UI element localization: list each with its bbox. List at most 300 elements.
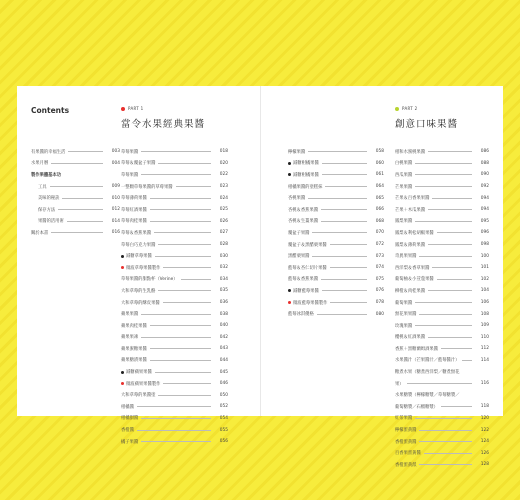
low-sugar-bullet-icon: [288, 289, 291, 292]
toc-leader-line: [415, 163, 472, 164]
toc-leader-line: [50, 186, 103, 187]
toc-page-number: 068: [375, 218, 384, 224]
toc-page-number: 056: [219, 439, 228, 445]
toc-entry-label: 柑橘甜醬: [121, 416, 139, 422]
toc-entry[interactable]: [121, 355, 228, 367]
toc-entry[interactable]: [395, 262, 489, 274]
toc-page-number: 058: [375, 149, 384, 155]
toc-entry[interactable]: [121, 297, 228, 309]
toc-page-number: 100: [480, 253, 489, 259]
toc-entry[interactable]: [31, 158, 120, 170]
toc-entry-label: 減糖蘋果果醬: [126, 370, 152, 376]
toc-entry[interactable]: [121, 366, 228, 378]
toc-leader-line: [428, 151, 472, 152]
toc-entry[interactable]: [31, 192, 120, 204]
toc-entry[interactable]: [121, 146, 228, 158]
toc-entry[interactable]: [288, 192, 384, 204]
toc-entry[interactable]: [121, 413, 228, 425]
toc-page-number: 086: [480, 149, 489, 155]
toc-entry-label: 無花果果醬: [395, 312, 417, 318]
toc-entry[interactable]: [31, 216, 120, 228]
toc-page-number: 073: [375, 253, 384, 259]
toc-page-number: 094: [480, 195, 489, 201]
part1-tag: PART 1: [128, 106, 144, 111]
toc-leader-line: [419, 314, 472, 315]
toc-leader-line: [424, 453, 472, 454]
toc-leader-line: [437, 279, 472, 280]
toc-leader-line: [58, 209, 103, 210]
toc-entry[interactable]: [395, 389, 489, 401]
toc-entry[interactable]: [31, 169, 120, 181]
toc-leader-line: [308, 151, 367, 152]
toc-leader-line: [155, 372, 211, 373]
toc-entry[interactable]: [395, 413, 489, 425]
toc-entry-label: 覆盆子果醬: [288, 230, 310, 236]
toc-entry-label: 杏桃＆香蕉果醬: [288, 207, 319, 213]
toc-entry[interactable]: [31, 227, 120, 239]
toc-entry[interactable]: [121, 320, 228, 332]
toc-entry[interactable]: [395, 424, 489, 436]
toc-entry[interactable]: [288, 239, 384, 251]
toc-entry[interactable]: [121, 378, 228, 390]
toc-entry-label: 柳橙＆肉桂果醬: [395, 288, 426, 294]
toc-entry-label: 果）: [395, 381, 404, 387]
toc-entry-label: 杏桃果醬: [288, 196, 306, 202]
toc-page-number: 014: [111, 218, 120, 224]
toc-entry[interactable]: [395, 401, 489, 413]
toc-entry[interactable]: [395, 181, 489, 193]
toc-entry[interactable]: [121, 169, 228, 181]
toc-page-number: 096: [480, 230, 489, 236]
toc-entry-label: 果醬的活用術: [38, 219, 64, 225]
toc-entry[interactable]: [31, 181, 120, 193]
toc-leader-line: [176, 186, 211, 187]
toc-entry[interactable]: [121, 192, 228, 204]
toc-entry-label: 有果醬的幸福生活: [31, 149, 66, 155]
toc-entry[interactable]: [395, 366, 489, 378]
part2-toc-column: [395, 146, 489, 471]
toc-leader-line: [415, 325, 472, 326]
toc-leader-line: [428, 209, 472, 210]
toc-entry[interactable]: [121, 332, 228, 344]
toc-leader-line: [407, 383, 472, 384]
toc-page-number: 054: [219, 415, 228, 421]
toc-leader-line: [67, 221, 103, 222]
toc-leader-line: [432, 267, 472, 268]
part2-title: 創意口味果醬: [395, 119, 459, 130]
toc-leader-line: [155, 256, 211, 257]
toc-leader-line: [415, 418, 472, 419]
toc-entry[interactable]: [395, 320, 489, 332]
toc-leader-line: [415, 174, 472, 175]
toc-leader-line: [68, 151, 103, 152]
toc-entry-label: 蘋果果凍: [121, 335, 139, 341]
toc-entry-label: 草莓白巧克力果醬: [121, 242, 156, 248]
toc-entry[interactable]: [121, 436, 228, 448]
toc-leader-line: [321, 279, 367, 280]
toc-entry[interactable]: [288, 297, 384, 309]
toc-page-number: 044: [219, 357, 228, 363]
toc-leader-line: [428, 244, 472, 245]
toc-entry[interactable]: [395, 378, 489, 390]
toc-page-number: 074: [375, 265, 384, 271]
toc-leader-line: [150, 325, 211, 326]
toc-leader-line: [163, 383, 211, 384]
toc-page-number: 018: [219, 149, 228, 155]
toc-leader-line: [141, 151, 211, 152]
toc-entry-label: 葡萄果醬: [395, 300, 413, 306]
toc-leader-line: [62, 198, 103, 199]
toc-entry[interactable]: [395, 250, 489, 262]
toc-leader-line: [432, 198, 472, 199]
toc-entry[interactable]: [395, 227, 489, 239]
toc-entry-label: 水果月曆: [31, 161, 49, 167]
toc-entry[interactable]: [395, 343, 489, 355]
toc-page-number: 104: [480, 288, 489, 294]
toc-entry-label: 鳳梨＆利松胡椒果醬: [395, 230, 434, 236]
toc-leader-line: [325, 186, 367, 187]
toc-entry-label: 芒果＋木瓜果醬: [395, 207, 426, 213]
part1-toc-column-right: [288, 146, 384, 320]
toc-entry-label: 覆盆子＆黑醋栗果醬: [288, 242, 327, 248]
toc-page-number: 088: [480, 160, 489, 166]
toc-leader-line: [150, 209, 211, 210]
toc-page-number: 024: [219, 195, 228, 201]
toc-entry[interactable]: [121, 262, 228, 274]
toc-leader-line: [181, 279, 211, 280]
toc-leader-line: [317, 314, 367, 315]
toc-page-number: 025: [219, 207, 228, 213]
toc-entry[interactable]: [288, 146, 384, 158]
toc-leader-line: [330, 244, 367, 245]
toc-entry[interactable]: [288, 262, 384, 274]
toc-entry-label: 柑和水蜜桃果醬: [395, 149, 426, 155]
toc-page-number: 065: [375, 195, 384, 201]
toc-leader-line: [51, 232, 103, 233]
low-sugar-bullet-icon: [288, 173, 291, 176]
toc-leader-line: [137, 430, 211, 431]
toc-leader-line: [330, 302, 367, 303]
toc-entry[interactable]: [288, 308, 384, 320]
book-spine: [260, 86, 261, 416]
toc-page-number: 120: [480, 415, 489, 421]
toc-page-number: 052: [219, 404, 228, 410]
toc-page-number: 027: [219, 230, 228, 236]
toc-entry[interactable]: [395, 297, 489, 309]
toc-entry-label: 保存方法: [38, 207, 56, 213]
microwave-bullet-icon: [121, 266, 124, 269]
toc-entry-label: 水果糖漿（檸檬糖漿／草莓糖漿／: [395, 393, 460, 399]
toc-page-number: 061: [375, 172, 384, 178]
toc-page-number: 072: [375, 242, 384, 248]
toc-entry[interactable]: [395, 204, 489, 216]
toc-entry-label: 減糖草莓果醬: [126, 254, 152, 260]
toc-entry[interactable]: [395, 216, 489, 228]
toc-page-number: 032: [219, 265, 228, 271]
low-sugar-bullet-icon: [288, 162, 291, 165]
contents-title: Contents: [31, 106, 70, 115]
toc-entry[interactable]: [395, 158, 489, 170]
toc-entry[interactable]: [31, 146, 120, 158]
toc-entry[interactable]: [288, 181, 384, 193]
toc-entry[interactable]: [288, 274, 384, 286]
toc-page-number: 035: [219, 288, 228, 294]
toc-page-number: 034: [219, 276, 228, 282]
part2-header: [395, 106, 417, 111]
toc-entry-label: 草莓＆香蕉果醬: [121, 230, 152, 236]
toc-page-number: 022: [219, 172, 228, 178]
toc-leader-line: [321, 221, 367, 222]
toc-page-number: 003: [111, 149, 120, 155]
toc-entry-label: 香橙醬: [121, 428, 134, 434]
toc-leader-line: [428, 290, 472, 291]
toc-entry-label: 杏桃＆生薑果醬: [288, 219, 319, 225]
toc-entry[interactable]: [121, 285, 228, 297]
toc-page-number: 020: [219, 160, 228, 166]
toc-entry[interactable]: [121, 227, 228, 239]
toc-leader-line: [163, 302, 211, 303]
toc-entry[interactable]: [121, 181, 228, 193]
toc-entry[interactable]: [121, 424, 228, 436]
toc-entry[interactable]: [395, 447, 489, 459]
toc-entry-label: 玫瑰果醬: [395, 323, 413, 329]
intro-toc-column: [31, 146, 120, 239]
toc-entry-label: 西洋梨＆香草果醬: [395, 265, 430, 271]
toc-leader-line: [428, 337, 472, 338]
toc-page-number: 106: [480, 300, 489, 306]
toc-entry[interactable]: [288, 204, 384, 216]
toc-leader-line: [150, 198, 211, 199]
toc-entry[interactable]: [395, 146, 489, 158]
toc-entry-label: 柑橘醬: [121, 404, 134, 410]
toc-entry-label: 微波蘋果果醬製作: [126, 381, 161, 387]
toc-entry[interactable]: [395, 436, 489, 448]
microwave-bullet-icon: [121, 382, 124, 385]
toc-entry[interactable]: [121, 216, 228, 228]
toc-entry-label: 草莓＆覆盆子果醬: [121, 161, 156, 167]
toc-leader-line: [141, 418, 211, 419]
toc-entry-label: 橘子果醬: [121, 439, 139, 445]
toc-page-number: 112: [480, 346, 489, 352]
toc-entry[interactable]: [121, 389, 228, 401]
toc-entry[interactable]: [121, 250, 228, 262]
toc-entry-label: 美味的秘訣: [38, 196, 60, 202]
toc-page-number: 109: [480, 323, 489, 329]
toc-leader-line: [419, 441, 472, 442]
toc-entry-label: 櫻桃＆紅酒果醬: [395, 335, 426, 341]
toc-leader-line: [137, 406, 211, 407]
toc-entry[interactable]: [395, 274, 489, 286]
toc-page-number: 064: [375, 184, 384, 190]
toc-page-number: 110: [480, 334, 489, 340]
toc-entry-label: 葡萄柚＆小荳蔻果醬: [395, 277, 434, 283]
toc-entry-label: 草莓果醬的甜點杯（Verine）: [121, 277, 178, 283]
toc-leader-line: [437, 232, 472, 233]
toc-entry-label: 製作果醬基本功: [31, 172, 62, 178]
toc-entry[interactable]: [395, 239, 489, 251]
toc-entry-label: 微波草莓果醬製作: [126, 265, 161, 271]
toc-leader-line: [158, 290, 211, 291]
toc-page-number: 060: [375, 160, 384, 166]
toc-page-number: 094: [480, 207, 489, 213]
toc-page-number: 092: [480, 184, 489, 190]
toc-entry-label: 檸檬蛋黃醬: [395, 428, 417, 434]
toc-page-number: 042: [219, 334, 228, 340]
toc-leader-line: [154, 232, 211, 233]
toc-leader-line: [419, 256, 472, 257]
toc-page-number: 030: [219, 253, 228, 259]
toc-entry[interactable]: [121, 401, 228, 413]
part2-tag: PART 2: [402, 106, 418, 111]
toc-page-number: 116: [480, 381, 489, 387]
toc-entry-label: 藍莓＆香蕉果醬: [288, 277, 319, 283]
toc-entry-label: 芒果＆百香果果醬: [395, 196, 430, 202]
toc-entry-label: 大和草莓的生乳酪: [121, 288, 156, 294]
toc-entry-label: 草莓薄荷果醬: [121, 196, 147, 202]
toc-page-number: 080: [375, 311, 384, 317]
toc-entry-label: 蘋果肉桂果醬: [121, 323, 147, 329]
toc-page-number: 046: [219, 381, 228, 387]
toc-entry[interactable]: [395, 169, 489, 181]
toc-entry-label: 減糖藍莓果醬: [293, 288, 319, 294]
toc-leader-line: [308, 198, 367, 199]
toc-page-number: 098: [480, 242, 489, 248]
toc-entry-label: 蘋果糖漬果醬: [121, 358, 147, 364]
toc-entry[interactable]: [288, 169, 384, 181]
toc-entry-label: 黑醋栗果醬: [288, 254, 310, 260]
toc-page-number: 023: [219, 184, 228, 190]
toc-entry-label: 藍莓＆杏仁切片果醬: [288, 265, 327, 271]
toc-entry-label: 藍莓冰淇優格: [288, 312, 314, 318]
toc-entry[interactable]: [288, 250, 384, 262]
toc-page-number: 009: [111, 184, 120, 190]
toc-entry[interactable]: [31, 204, 120, 216]
part1-header: [121, 106, 143, 111]
toc-entry-label: 減糖柑橘果醬: [293, 172, 319, 178]
toc-entry[interactable]: [288, 227, 384, 239]
toc-leader-line: [158, 163, 211, 164]
toc-leader-line: [312, 232, 367, 233]
toc-page-number: 038: [219, 311, 228, 317]
toc-page-number: 040: [219, 323, 228, 329]
toc-entry-label: 草莓果醬: [121, 149, 139, 155]
toc-page-number: 122: [480, 427, 489, 433]
toc-leader-line: [330, 267, 367, 268]
toc-page-number: 043: [219, 346, 228, 352]
toc-page-number: 128: [480, 462, 489, 468]
toc-leader-line: [441, 406, 472, 407]
toc-leader-line: [141, 441, 211, 442]
toc-entry-label: 鳳梨果醬: [395, 219, 413, 225]
toc-entry[interactable]: [121, 274, 228, 286]
toc-page-number: 114: [480, 357, 489, 363]
part1-dot-icon: [121, 107, 125, 111]
toc-entry-label: 西瓜果醬: [395, 172, 413, 178]
toc-entry[interactable]: [395, 332, 489, 344]
toc-entry[interactable]: [288, 158, 384, 170]
toc-page-number: 102: [480, 276, 489, 282]
toc-entry-label: 香蕉＋黑糖蘭姆酒果醬: [395, 346, 438, 352]
toc-leader-line: [419, 464, 472, 465]
toc-leader-line: [322, 174, 367, 175]
toc-page-number: 108: [480, 311, 489, 317]
toc-page-number: 012: [111, 207, 120, 213]
toc-page-number: 004: [111, 160, 120, 166]
toc-entry-label: 蘋果果醬: [121, 312, 139, 318]
toc-leader-line: [462, 360, 472, 361]
toc-leader-line: [141, 337, 211, 338]
toc-page-number: 101: [480, 265, 489, 271]
toc-leader-line: [322, 163, 367, 164]
toc-page-number: 118: [480, 404, 489, 410]
toc-leader-line: [150, 360, 211, 361]
toc-page-number: 124: [480, 439, 489, 445]
toc-leader-line: [150, 348, 211, 349]
toc-entry-label: 水果醬汁（芒果醬汁／藍莓醬汁）: [395, 358, 460, 364]
toc-entry[interactable]: [395, 192, 489, 204]
toc-entry-label: 白桃果醬: [395, 161, 413, 167]
toc-entry[interactable]: [395, 308, 489, 320]
toc-entry-label: 大和草莓的酥皮果醬: [121, 300, 160, 306]
toc-leader-line: [150, 221, 211, 222]
toc-entry-label: 芒果果醬: [395, 184, 413, 190]
toc-page-number: 050: [219, 392, 228, 398]
low-sugar-bullet-icon: [121, 371, 124, 374]
toc-entry-label: 香橙蛋黃醬: [395, 439, 417, 445]
toc-leader-line: [415, 186, 472, 187]
toc-page-number: 076: [375, 288, 384, 294]
toc-leader-line: [321, 209, 367, 210]
part2-dot-icon: [395, 107, 399, 111]
toc-entry-label: 葡萄糖漿／石榴糖漿）: [395, 404, 438, 410]
toc-entry[interactable]: [395, 459, 489, 471]
toc-entry-label: 關於本書: [31, 230, 49, 236]
part1-title: 當令水果經典果醬: [121, 119, 206, 130]
toc-entry-label: 鳳梨＆薄荷果醬: [395, 242, 426, 248]
toc-entry-label: 奇異果果醬: [395, 254, 417, 260]
toc-entry[interactable]: [288, 216, 384, 228]
toc-entry[interactable]: [121, 204, 228, 216]
toc-page-number: 028: [219, 242, 228, 248]
toc-entry[interactable]: [395, 285, 489, 297]
toc-entry[interactable]: [121, 308, 228, 320]
toc-entry-label: 微波藍莓果醬製作: [293, 300, 328, 306]
toc-entry[interactable]: [288, 285, 384, 297]
toc-entry-label: 減糖柑橘果醬: [293, 161, 319, 167]
toc-entry[interactable]: [121, 239, 228, 251]
toc-entry[interactable]: [395, 355, 489, 367]
toc-entry-label: 紅茶果醬: [395, 416, 413, 422]
toc-entry-label: 大和草莓的果醬塗: [121, 393, 156, 399]
toc-page-number: 078: [375, 300, 384, 306]
toc-leader-line: [141, 314, 211, 315]
toc-page-number: 045: [219, 369, 228, 375]
toc-leader-line: [415, 302, 472, 303]
toc-leader-line: [163, 267, 211, 268]
toc-entry-label: 檸檬果醬: [288, 149, 306, 155]
toc-leader-line: [158, 244, 211, 245]
toc-page-number: 010: [111, 195, 120, 201]
toc-page-number: 090: [480, 172, 489, 178]
toc-entry[interactable]: [121, 158, 228, 170]
toc-leader-line: [141, 174, 211, 175]
toc-leader-line: [441, 348, 472, 349]
toc-entry-label: 柑橘果醬的塗糕抹: [288, 184, 323, 190]
toc-entry-label: 一整顆草莓果醬的草莓果醬: [121, 184, 173, 190]
toc-entry[interactable]: [121, 343, 228, 355]
toc-leader-line: [419, 430, 472, 431]
toc-entry-label: 蘋果蜜糖果醬: [121, 346, 147, 352]
